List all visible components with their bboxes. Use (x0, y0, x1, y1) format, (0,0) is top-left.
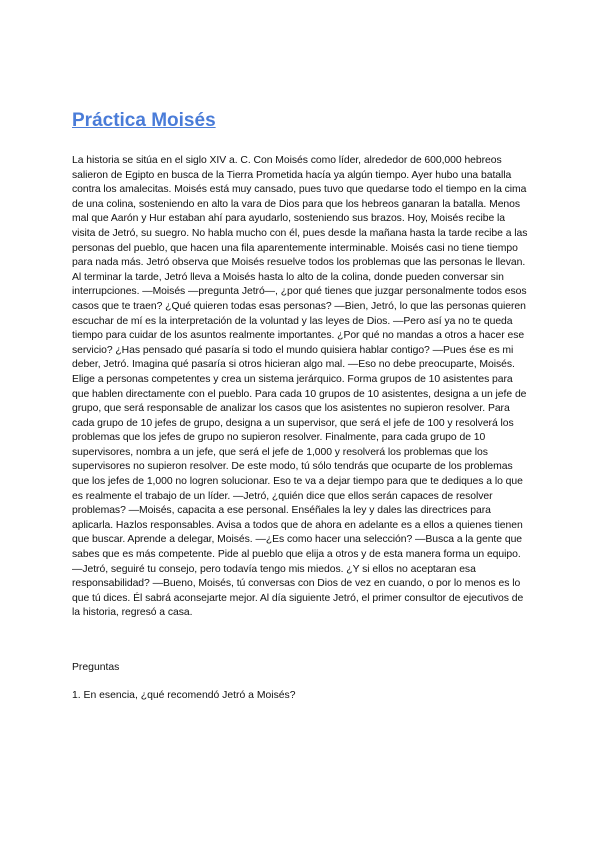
story-paragraph: La historia se sitúa en el siglo XIV a. C. Con Moisés como líder, alrededor de 600,000 hebreos salieron de Egipto en busca de la Tierra Prometida hacía ya algún tiempo. Ayer hubo una batalla contra los amalecitas. Moisés está muy cansado, pues tuvo que quedarse todo el tiempo en la cima de una colina, sosteniendo en alto la vara de Dios para que los hebreos ganaran la batalla. Menos mal que Aarón y Hur estaban ahí para ayudarlo, sosteniendo sus brazos. Hoy, Moisés recibe la visita de Jetró, su suegro. No habla mucho con él, pues desde la mañana hasta la tarde recibe a las personas del pueblo, que hacen una fila aparentemente interminable. Moisés casi no tiene tiempo para nada más. Jetró observa que Moisés resuelve todos los problemas que las personas le llevan. Al terminar la tarde, Jetró lleva a Moisés hasta lo alto de la colina, donde pueden conversar sin interrupciones. —Moisés —pregunta Jetró—, ¿por qué tienes que juzgar personalmente todos esos casos que te traen? ¿Qué quieren todas esas personas? —Bien, Jetró, lo que las personas quieren escuchar de mí es la interpretación de la voluntad y las leyes de Dios. —Pero así ya no te queda tiempo para cuidar de los asuntos realmente importantes. ¿Por qué no mandas a otros a hacer ese servicio? ¿Has pensado qué pasaría si todo el mundo quisiera hablar contigo? —Pues ése es mi deber, Jetró. Imagina qué pasaría si otros hicieran algo mal. —Eso no debe preocuparte, Moisés. Elige a personas competentes y crea un sistema jerárquico. Forma grupos de 10 asistentes para que hablen directamente con el pueblo. Para cada 10 grupos de 10 asistentes, designa a un jefe de grupo, que será responsable de analizar los casos que los asistentes no supieron resolver. Para cada grupo de 10 jefes de grupo, designa a un supervisor, que será el jefe de 100 y resolverá los problemas que los jefes de grupo no supieron resolver. Finalmente, para cada grupo de 10 supervisores, nombra a un jefe, que será el jefe de 1,000 y resolverá los problemas que los supervisores no supieron resolver. De este modo, tú sólo tendrás que ocuparte de los problemas que los jefes de 1,000 no logren solucionar. Eso te va a dejar tiempo para que te dediques a lo que es realmente el trabajo de un líder. —Jetró, ¿quién dice que ellos serán capaces de resolver problemas? —Moisés, capacita a ese personal. Enséñales la ley y dales las directrices para aplicarla. Hazlos responsables. Avisa a todos que de ahora en adelante es a ellos a quienes tienen que buscar. Aprende a delegar, Moisés. —¿Es como hacer una selección? —Busca a la gente que sabes que es más competente. Pide al pueblo que elija a otros y de esta manera forma un equipo. —Jetró, seguiré tu consejo, pero todavía tengo mis miedos. ¿Y si ellos no aceptaran esa responsabilidad? —Bueno, Moisés, tú conversas con Dios de vez en cuando, o por lo menos es lo que tú dices. Él sabrá aconsejarte mejor. Al día siguiente Jetró, el primer consultor de ejecutivos de la historia, regresó a casa. (72, 155, 528, 619)
document-title: Práctica Moisés (72, 110, 216, 131)
questions-heading: Preguntas (72, 662, 120, 673)
document-page (72, 108, 530, 703)
question-item-1: 1. En esencia, ¿qué recomendó Jetró a Moisés? (72, 690, 296, 701)
